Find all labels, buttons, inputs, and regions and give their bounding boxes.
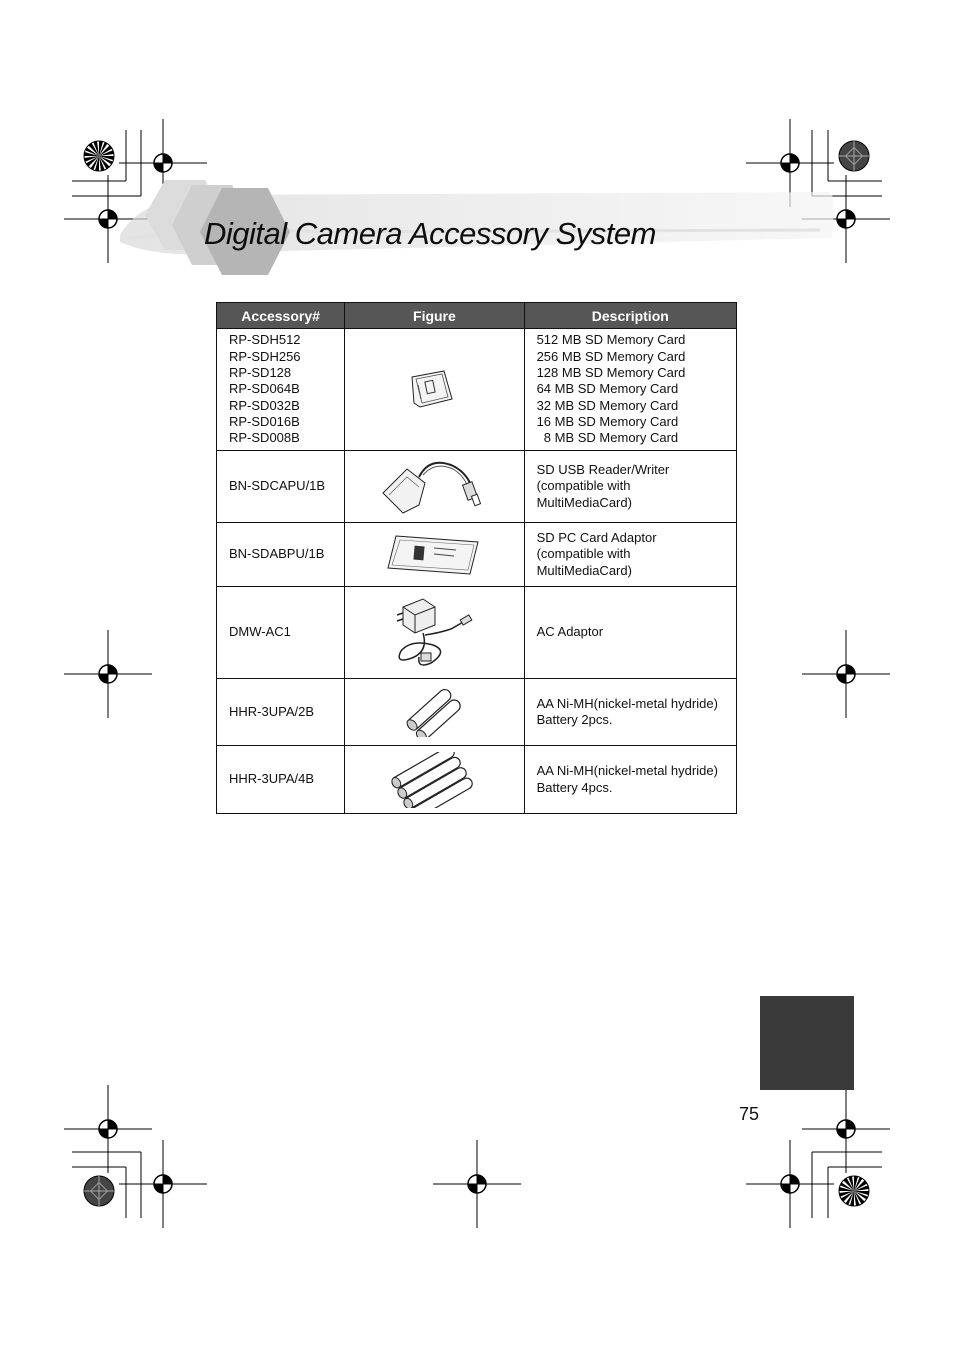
column-header-description: Description [524,303,736,329]
description-cell [524,679,736,746]
figure-cell [345,679,524,746]
page-title: Digital Camera Accessory System [204,216,656,251]
accessory-cell [217,679,345,746]
description-line: Battery 2pcs. [536,712,613,727]
description-line: AA Ni-MH(nickel-metal hydride) [536,763,718,779]
accessory-number: DMW-AC1 [229,624,291,640]
table-row [217,523,737,587]
description-line: Battery 4pcs. [536,779,613,795]
description-cell [524,451,736,523]
description-line: 128 MB SD Memory Card [536,365,686,381]
description-line: (compatible with [536,546,631,562]
column-header-figure: Figure [345,303,524,329]
accessory-number: RP-SDH512 [229,332,301,348]
sd-card-icon [404,365,464,415]
description-cell [524,329,736,451]
accessory-number: RP-SD032B [229,397,300,413]
ac-adaptor-icon [389,593,479,673]
accessory-cell [217,746,345,814]
accessory-number: RP-SD016B [229,413,300,429]
pc-card-adaptor-icon [384,530,484,580]
description-cell [524,523,736,587]
usb-reader-icon [379,455,489,519]
accessory-number: BN-SDCAPU/1B [229,478,326,494]
figure-cell [345,451,524,523]
description-line: (compatible with [536,478,631,494]
description-line: 16 MB SD Memory Card [536,413,679,429]
accessory-number: HHR-3UPA/4B [229,771,315,787]
figure-cell [345,587,524,679]
figure-cell [345,523,524,587]
description-line: 32 MB SD Memory Card [536,397,679,413]
accessory-number: BN-SDABPU/1B [229,546,325,562]
accessory-number: HHR-3UPA/2B [229,703,315,719]
table-header-row [217,303,737,329]
accessory-number: RP-SDH256 [229,348,301,364]
battery-2-icon [399,687,469,737]
figure-cell [345,329,524,451]
accessory-cell [217,329,345,451]
description-cell [524,746,736,814]
column-header-accessory: Accessory# [217,303,345,329]
description-line: AA Ni-MH(nickel-metal hydride) [536,695,718,711]
page-number: 75 [739,1104,760,1124]
table-row [217,746,737,814]
table-row [217,329,737,451]
accessory-number: RP-SD128 [229,365,292,381]
table-row [217,679,737,746]
accessory-cell [217,587,345,679]
accessory-table [216,302,737,814]
table-row [217,587,737,679]
table-row [217,451,737,523]
description-line: SD PC Card Adaptor [536,530,657,546]
accessory-number: RP-SD008B [229,430,300,446]
accessory-number: RP-SD064B [229,381,300,397]
accessory-cell [217,523,345,587]
description-cell [524,587,736,679]
description-line: 8 MB SD Memory Card [536,430,679,446]
accessory-cell [217,451,345,523]
chapter-tab [760,996,854,1090]
description-line: MultiMediaCard) [536,562,632,578]
description-line: 64 MB SD Memory Card [536,381,679,397]
description-line: 256 MB SD Memory Card [536,348,686,364]
description-line: 512 MB SD Memory Card [536,332,686,348]
battery-4-icon [386,752,482,808]
figure-cell [345,746,524,814]
description-line: MultiMediaCard) [536,494,632,510]
description-line: AC Adaptor [536,624,604,640]
description-line: SD USB Reader/Writer [536,462,670,478]
